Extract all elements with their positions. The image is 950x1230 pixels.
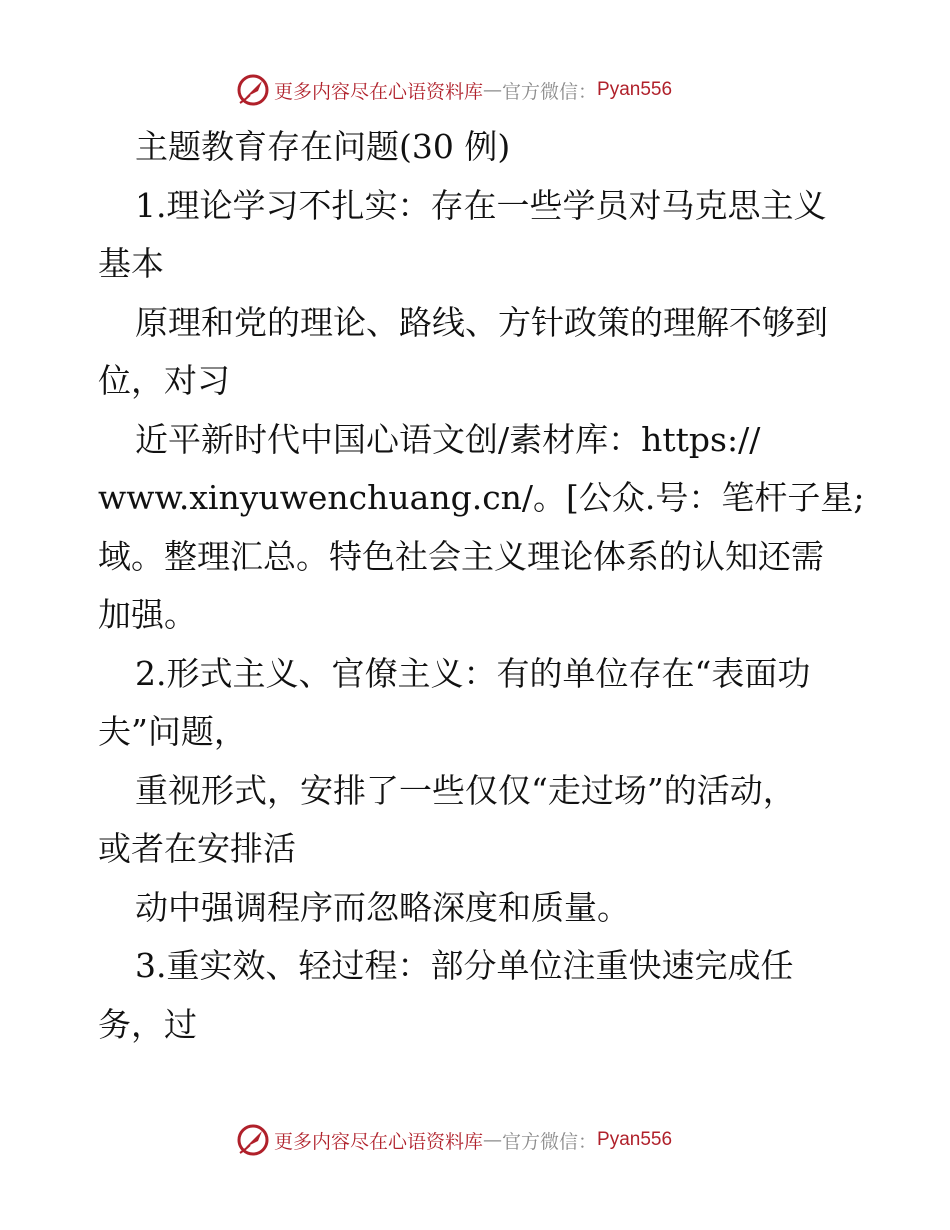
paragraph-line: 或者在安排活 bbox=[98, 829, 296, 868]
footer-banner-id: Pyan556 bbox=[597, 1129, 673, 1150]
paragraph-line: 原理和党的理论、路线、方针政策的理解不够到 bbox=[135, 302, 828, 342]
footer-banner bbox=[236, 1123, 716, 1157]
doc-title: 主题教育存在问题(30 例) bbox=[135, 127, 511, 166]
paragraph-line: 重视形式，安排了一些仅仅“走过场”的活动， bbox=[135, 770, 796, 810]
paragraph-line: 基本 bbox=[98, 244, 164, 283]
paragraph-line: 动中强调程序而忽略深度和质量。 bbox=[135, 887, 630, 927]
paragraph-line: 近平新时代中国心语文创/素材库：https:// bbox=[135, 419, 761, 459]
paragraph-line: 1.理论学习不扎实：存在一些学员对马克思主义 bbox=[135, 185, 827, 225]
paragraph-line: 域。整理汇总。特色社会主义理论体系的认知还需 bbox=[98, 536, 824, 576]
footer-banner-dash: — bbox=[483, 1129, 503, 1151]
paragraph-line: 夫”问题， bbox=[98, 712, 247, 751]
paragraph-line: 2.形式主义、官僚主义：有的单位存在“表面功 bbox=[135, 653, 811, 693]
header-banner-dash: — bbox=[483, 79, 503, 101]
header-banner bbox=[236, 73, 716, 107]
footer-banner-text: 更多内容尽在心语资料库 bbox=[274, 1130, 484, 1153]
header-banner-text: 更多内容尽在心语资料库 bbox=[274, 80, 484, 103]
paragraph-line: 加强。 bbox=[98, 595, 197, 634]
paragraph-line: 位，对习 bbox=[98, 361, 230, 400]
quill-logo-icon bbox=[236, 73, 270, 107]
header-banner-wechat: 官方微信： bbox=[502, 80, 598, 103]
paragraph-line: 3.重实效、轻过程：部分单位注重快速完成任 bbox=[135, 946, 794, 985]
quill-logo-icon bbox=[236, 1123, 270, 1157]
paragraph-line: 务，过 bbox=[98, 1004, 197, 1044]
paragraph-line: www.xinyuwenchuang.cn/。[公众.号：笔杆子星; bbox=[98, 478, 865, 517]
document-body bbox=[98, 118, 865, 1054]
footer-banner-wechat: 官方微信： bbox=[502, 1130, 598, 1153]
header-banner-id: Pyan556 bbox=[597, 79, 673, 100]
